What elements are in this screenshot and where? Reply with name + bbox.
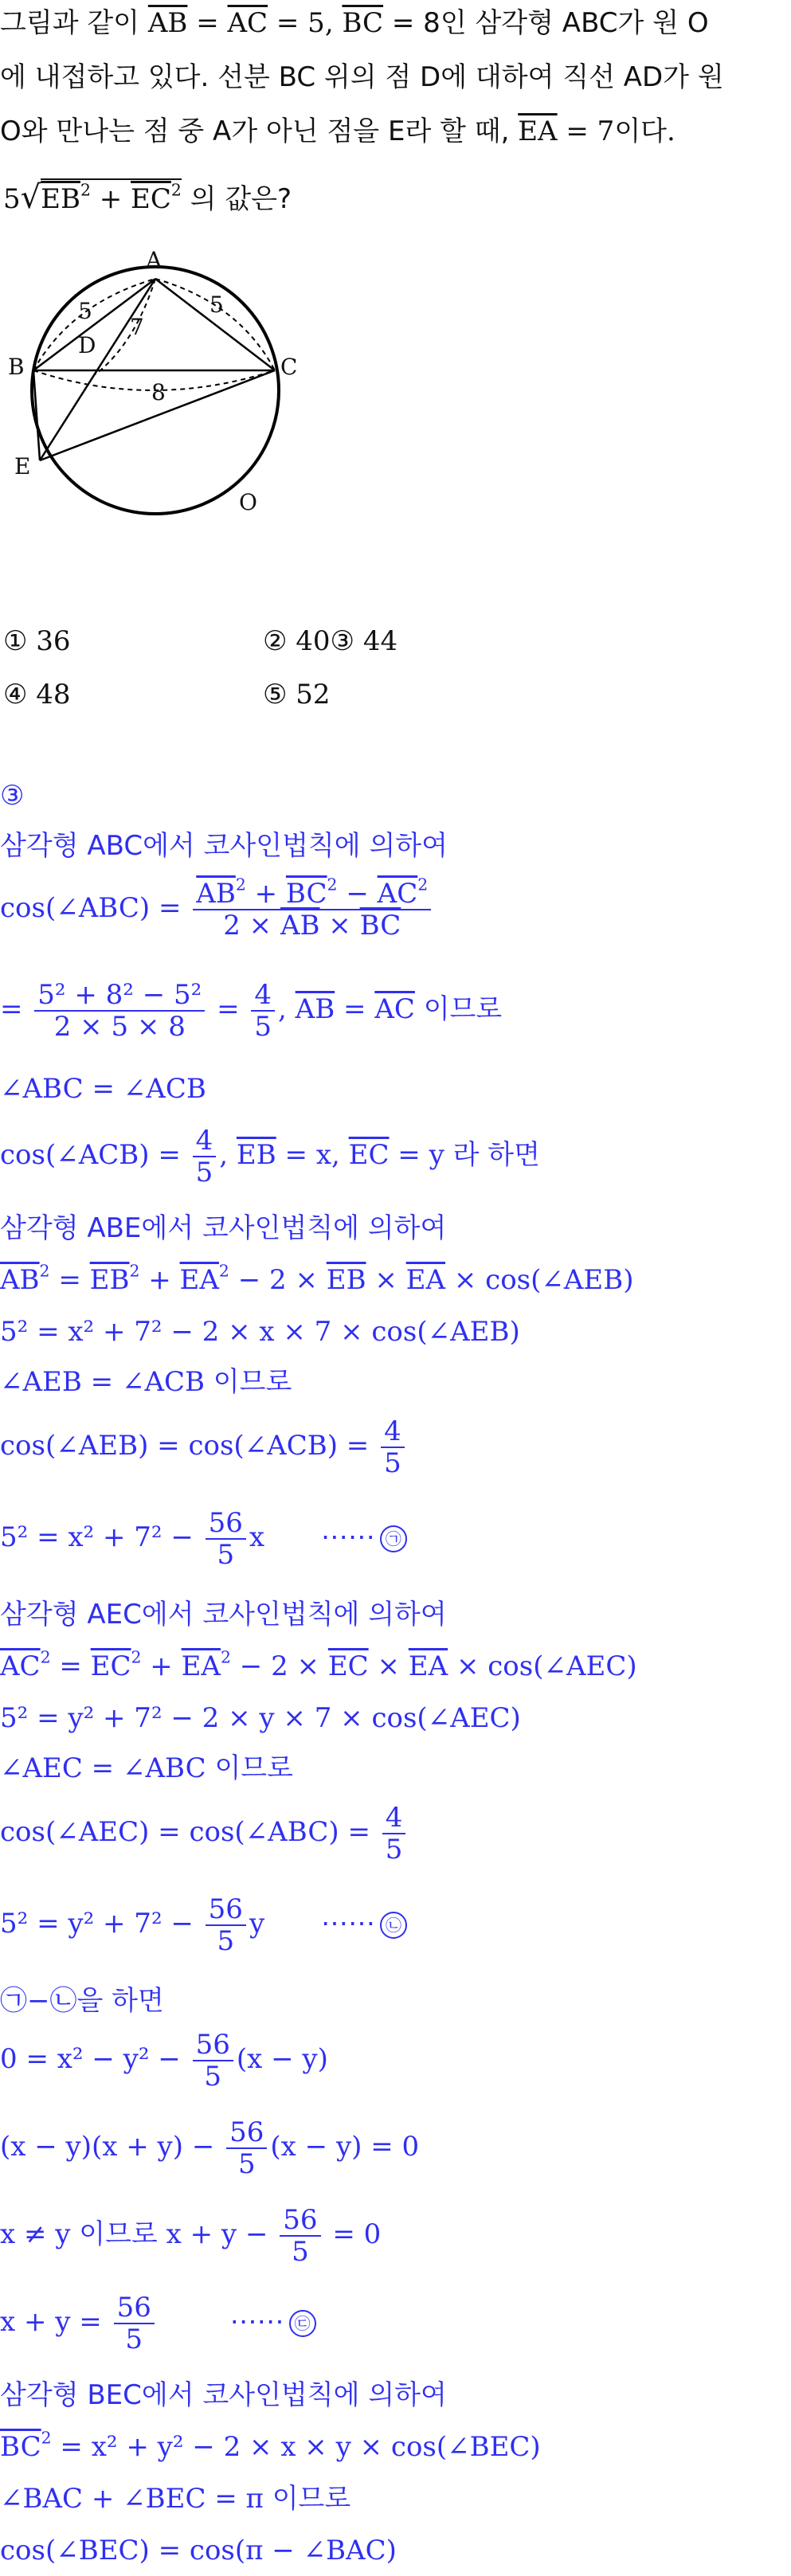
solution-line-9: ∠AEB = ∠ACB 이므로 [0, 1366, 292, 1398]
solution-line-19: 0 = x² − y² − $\frac{56}{5}$ (x − y) [0, 2029, 328, 2093]
solution-line-18: ㉠−㉡을 하면 [0, 1985, 164, 2017]
solution-line-20: (x − y)(x + y) − $\frac{56}{5}$ (x − y) = 0 [0, 2116, 420, 2180]
question-line-1: 그림과 같이 $\overline{AB} = \overline{AC} = 5$, $\overline{BC} = 8$인 삼각형 ABC가 원 O [0, 7, 709, 39]
solution-line-7: $\overline{AB}^2 = \overline{EB}^2 + \overline{EA}^2 - 2 \times \overline{EB} \times \overline{EA}$ × cos(∠AEB) [0, 1261, 634, 1296]
solution-line-25: ∠BAC + ∠BEC = π 이므로 [0, 2483, 351, 2515]
choice-4[interactable]: ④ 48 [3, 679, 71, 711]
solution-line-10: cos(∠AEB) = cos(∠ACB) = $\frac{4}{5}$ [0, 1418, 408, 1477]
solution-line-8: 5² = x² + 7² − 2 × x × 7 × cos(∠AEB) [0, 1316, 520, 1348]
solution-line-21: x ≠ y 이므로 x + y − $\frac{56}{5}$ = 0 [0, 2204, 382, 2268]
solution-line-14: 5² = y² + 7² − 2 × y × 7 × cos(∠AEC) [0, 1702, 521, 1734]
label-b: B [8, 354, 25, 380]
label-e: E [14, 453, 31, 480]
geometry-figure [8, 247, 343, 542]
label-a: A [146, 247, 163, 273]
solution-line-11: 5² = x² + 7² − $\frac{56}{5}$ x ⋯⋯ ㉠ [0, 1509, 407, 1568]
solution-line-23: 삼각형 BEC에서 코사인법칙에 의하여 [0, 2379, 447, 2411]
solution-line-3: = $\frac{\text{5² + 8² − 5²}}{2 \times 5 \times 8}$ = $\frac{4}{5}$ , $\overline{AB} = \overline{AC}$ 이므로 [0, 979, 503, 1043]
question-line-3: O와 만나는 점 중 A가 아닌 점을 E라 할 때, $\overline{EA} = 7$이다. [0, 115, 675, 147]
choice-5[interactable]: ⑤ 52 [263, 679, 331, 711]
solution-line-1: 삼각형 ABC에서 코사인법칙에 의하여 [0, 830, 448, 862]
question-line-2: 에 내접하고 있다. 선분 BC 위의 점 D에 대하여 직선 AD가 원 [0, 61, 724, 93]
solution-line-24: $\overline{BC}^2 = x^2 + y^2 - 2 \times x \times y$ × cos(∠BEC) [0, 2428, 541, 2463]
question-line-4: $5√EB^2 + \overline{EC}^2$ 의 값은? [3, 179, 292, 216]
solution-line-6: 삼각형 ABE에서 코사인법칙에 의하여 [0, 1212, 447, 1244]
length-ab: 5 [78, 298, 92, 324]
label-c: C [280, 354, 298, 380]
solution-line-22: x + y = $\frac{56}{5}$ ⋯⋯ ㉢ [0, 2294, 316, 2353]
length-ac: 5 [209, 292, 224, 318]
choice-2-3[interactable]: ② 40③ 44 [263, 625, 398, 657]
label-o: O [239, 489, 257, 515]
choice-1[interactable]: ① 36 [3, 625, 71, 657]
solution-line-4: ∠ABC = ∠ACB [0, 1073, 206, 1105]
solution-line-16: cos(∠AEC) = cos(∠ABC) = $\frac{4}{5}$ [0, 1804, 409, 1863]
solution-line-13: $\overline{AC}^2 = \overline{EC}^2 + \overline{EA}^2 - 2 \times \overline{EC} \times \overline{EA}$ × cos(∠AEC) [0, 1647, 637, 1682]
answer-mark: ③ [0, 780, 25, 812]
solution-line-5: cos(∠ACB) = $\frac{4}{5}$ , $\overline{EB} = x$, $\overline{EC} = y$ 라 하면 [0, 1125, 540, 1188]
solution-line-15: ∠AEC = ∠ABC 이므로 [0, 1752, 293, 1784]
length-ae: 7 [130, 314, 144, 340]
solution-line-26: cos(∠BEC) = cos(π − ∠BAC) [0, 2535, 397, 2566]
solution-line-12: 삼각형 AEC에서 코사인법칙에 의하여 [0, 1599, 447, 1631]
length-bc: 8 [151, 379, 166, 405]
solution-line-2: cos(∠ABC) = $\frac{\overline{AB}^2 + \overline{BC}^2 - \overline{AC}^2}{2 \times \overline{AB} \times \overline{BC}}$ [0, 880, 434, 939]
solution-line-17: 5² = y² + 7² − $\frac{56}{5}$ y ⋯⋯ ㉡ [0, 1896, 407, 1955]
label-d: D [78, 332, 96, 358]
